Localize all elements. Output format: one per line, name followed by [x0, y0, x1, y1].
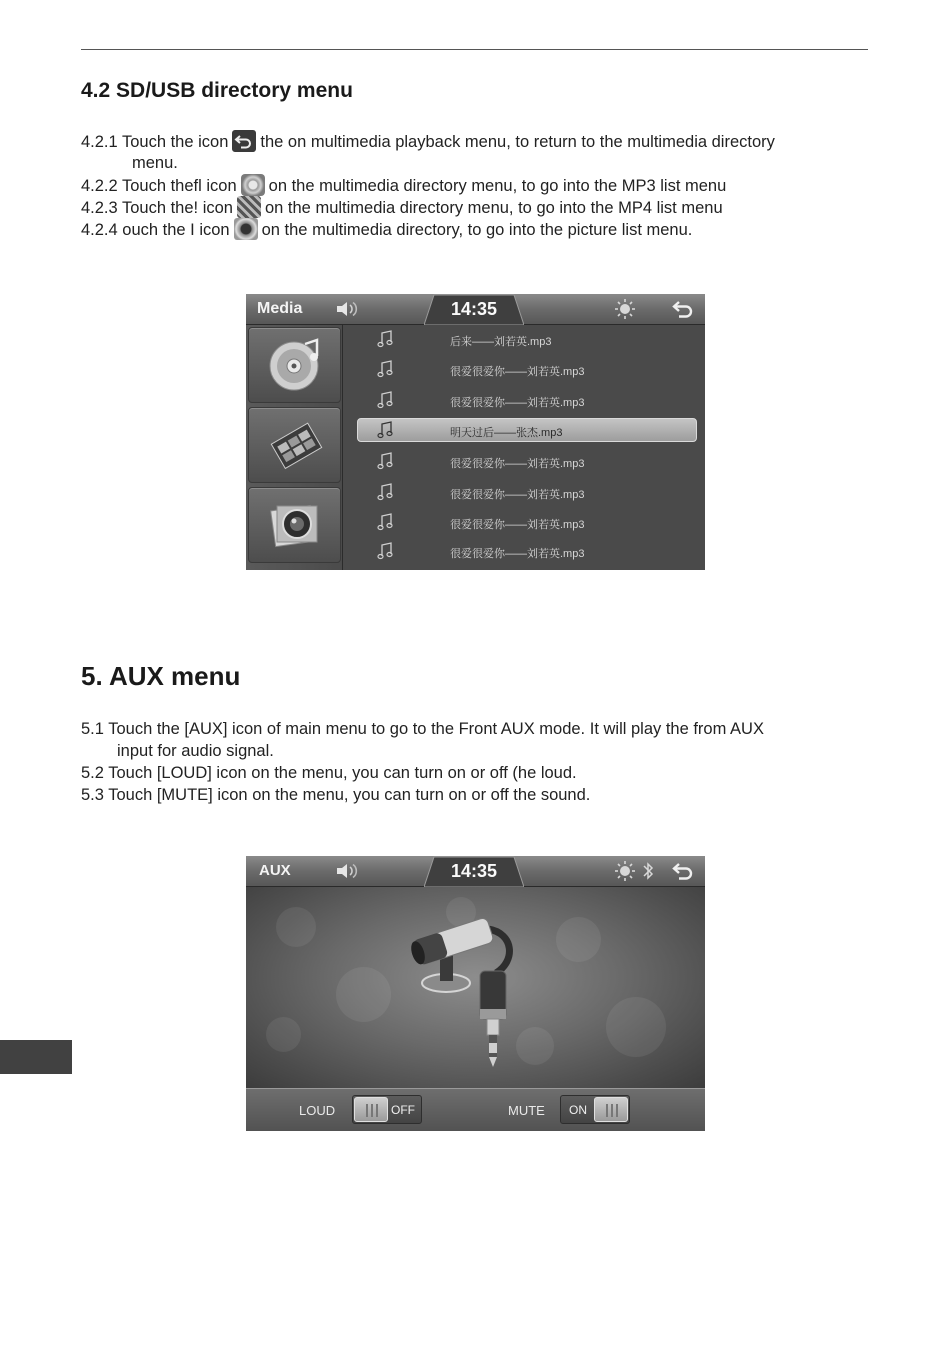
music-category-button[interactable]: [248, 327, 341, 403]
file-list-item[interactable]: [343, 447, 705, 477]
instruction-4-2-4: [81, 218, 692, 241]
instruction-text: 4.2.4 ouch the I icon: [81, 221, 230, 239]
section-heading-4-2: 4.2 SD/USB directory menu: [81, 79, 353, 102]
file-name: 后来——刘若英.mp3: [450, 336, 552, 348]
file-name: 很爱很爱你——刘若英.mp3: [450, 489, 585, 501]
instruction-5-3: [81, 784, 590, 806]
instruction-text: 5.2 Touch [LOUD] icon on the menu, you can turn on or off (he loud.: [81, 764, 577, 782]
loud-state: OFF: [391, 1103, 415, 1117]
loud-toggle[interactable]: [352, 1095, 422, 1124]
aux-title: AUX: [259, 862, 291, 879]
music-note-icon: [377, 330, 393, 348]
toggle-knob: [354, 1097, 388, 1122]
page-side-tab: [0, 1040, 72, 1074]
brightness-icon[interactable]: [614, 298, 636, 320]
clock-time: 14:35: [450, 299, 498, 319]
instruction-text: 5.3 Touch [MUTE] icon on the menu, you can turn on or off the sound.: [81, 786, 591, 804]
file-list-item[interactable]: [343, 508, 705, 538]
instruction-4-2-2: [81, 174, 726, 197]
instruction-text: on the multimedia directory, to go into the picture list menu.: [261, 221, 693, 239]
mute-label: MUTE: [508, 1103, 545, 1118]
file-name: 很爱很爱你——刘若英.mp3: [450, 366, 585, 378]
media-screen: [246, 294, 705, 570]
file-list-item[interactable]: [343, 416, 705, 446]
aux-connector-icon: [396, 911, 536, 1076]
brightness-icon[interactable]: [614, 860, 636, 882]
instruction-4-2-1-cont: [81, 152, 178, 174]
music-note-icon: [377, 452, 393, 470]
film-icon: [237, 196, 261, 218]
film-icon: [267, 416, 325, 474]
instruction-text: 4.2.1 Touch the icon: [81, 133, 229, 151]
file-list-item[interactable]: [343, 386, 705, 416]
picture-icon: [267, 496, 325, 554]
file-name: 很爱很爱你——刘若英.mp3: [450, 548, 585, 560]
aux-control-bar: [246, 1088, 705, 1131]
back-arrow-icon[interactable]: [671, 860, 695, 882]
aux-topbar: [246, 856, 705, 887]
music-disc-icon: [267, 336, 325, 394]
file-name: 很爱很爱你——刘若英.mp3: [450, 458, 585, 470]
file-name: 明天过后——张杰.mp3: [450, 427, 563, 439]
media-type-sidebar: [246, 325, 343, 570]
section-heading-5: 5. AUX menu: [81, 661, 241, 691]
bluetooth-icon[interactable]: [641, 861, 655, 881]
mute-state: ON: [569, 1103, 587, 1117]
music-disc-icon: [241, 174, 265, 196]
instruction-4-2-3: [81, 196, 723, 219]
file-list: [343, 325, 705, 570]
instruction-text: 4.2.3 Touch the! icon: [81, 199, 233, 217]
media-title: Media: [257, 300, 303, 317]
music-note-icon: [377, 513, 393, 531]
file-list-item[interactable]: [343, 478, 705, 508]
clock-tab: [424, 294, 524, 325]
instruction-text: input for audio signal.: [117, 742, 274, 760]
aux-screen: [246, 856, 705, 1131]
music-note-icon: [377, 483, 393, 501]
music-note-icon: [377, 542, 393, 560]
instruction-5-2: [81, 762, 577, 784]
bokeh-circle: [266, 1017, 301, 1052]
bokeh-circle: [606, 997, 666, 1057]
mute-toggle[interactable]: [560, 1095, 630, 1124]
instruction-5-1: [81, 718, 764, 740]
back-arrow-icon[interactable]: [671, 298, 695, 320]
clock-tab: [424, 856, 524, 887]
toggle-knob: [594, 1097, 628, 1122]
instruction-4-2-1: [81, 130, 775, 153]
file-list-item[interactable]: [343, 355, 705, 385]
file-name: 很爱很爱你——刘若英.mp3: [450, 397, 585, 409]
instruction-text: 4.2.2 Touch thefl icon: [81, 177, 237, 195]
picture-icon: [234, 218, 258, 240]
bokeh-circle: [556, 917, 601, 962]
back-arrow-icon: [232, 130, 256, 152]
instruction-5-1-cont: [81, 740, 274, 762]
speaker-icon[interactable]: [334, 861, 358, 881]
bokeh-circle: [276, 907, 316, 947]
instruction-text: on the multimedia directory menu, to go into the MP4 list menu: [264, 199, 723, 217]
picture-category-button[interactable]: [248, 487, 341, 563]
music-note-icon: [377, 360, 393, 378]
file-name: 很爱很爱你——刘若英.mp3: [450, 519, 585, 531]
instruction-text: 5.1 Touch the [AUX] icon of main menu to go to the Front AUX mode. It will play the from AUX: [81, 720, 764, 738]
media-topbar: [246, 294, 705, 325]
video-category-button[interactable]: [248, 407, 341, 483]
loud-label: LOUD: [299, 1103, 336, 1118]
bokeh-circle: [336, 967, 391, 1022]
file-list-item[interactable]: [343, 537, 705, 567]
music-note-icon: [377, 421, 393, 439]
clock-time: 14:35: [450, 861, 498, 881]
instruction-text: on the multimedia directory menu, to go into the MP3 list menu: [268, 177, 727, 195]
header-rule: [81, 49, 868, 50]
instruction-text: the on multimedia playback menu, to return to the multimedia directory: [260, 133, 775, 151]
speaker-icon[interactable]: [334, 299, 358, 319]
file-list-item[interactable]: [343, 325, 705, 355]
instruction-text: menu.: [132, 154, 178, 172]
music-note-icon: [377, 391, 393, 409]
